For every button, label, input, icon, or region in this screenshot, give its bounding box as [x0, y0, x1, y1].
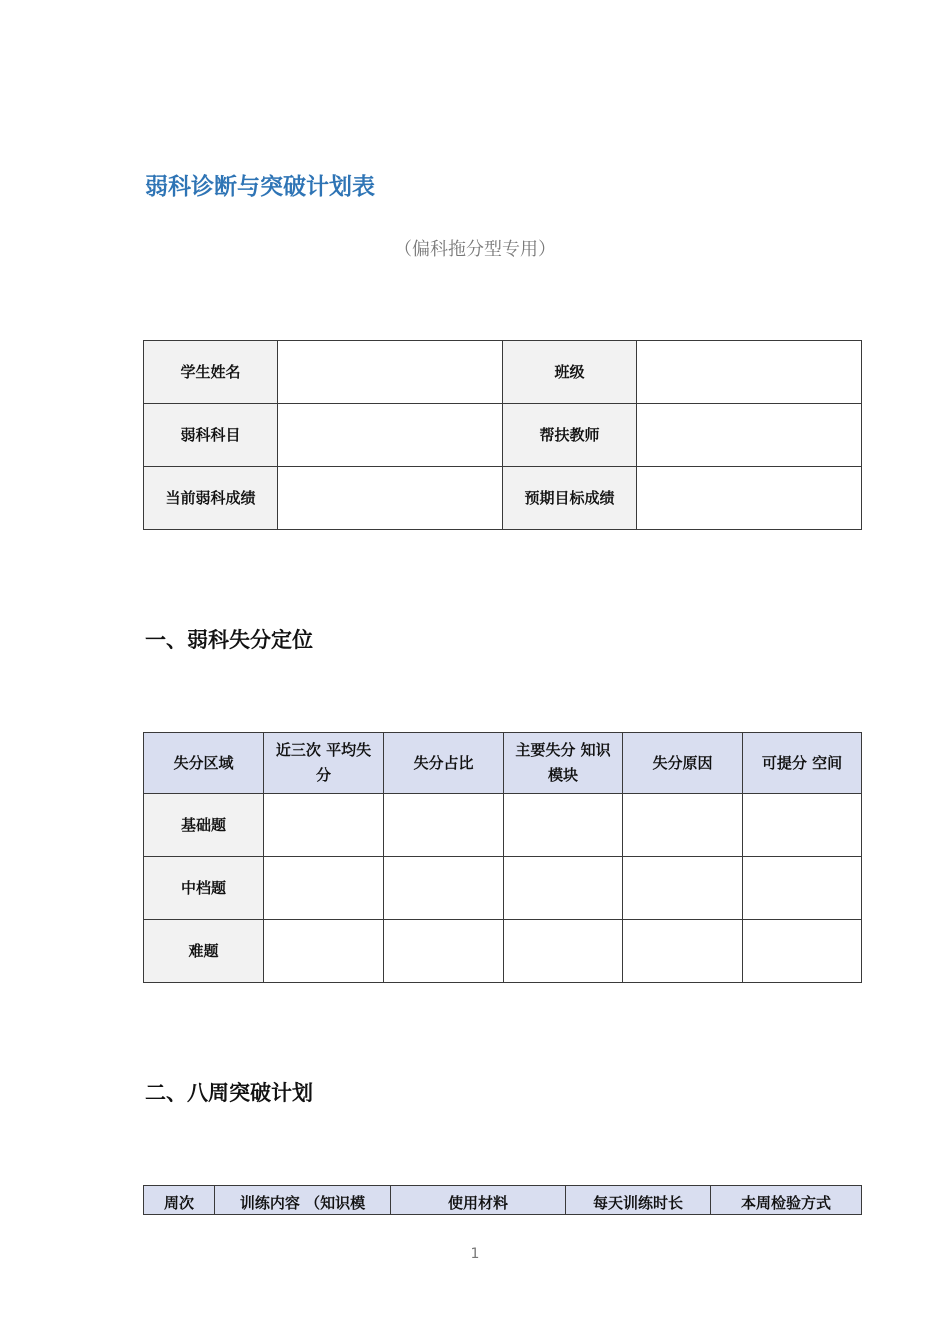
weak-subject-field[interactable]: [278, 404, 503, 467]
document-title: 弱科诊断与突破计划表: [145, 174, 375, 200]
table-row: [144, 857, 862, 920]
row-label: 难题: [144, 920, 264, 983]
table-row: [144, 341, 862, 404]
loss-location-table: [143, 732, 862, 983]
table-cell[interactable]: [264, 857, 384, 920]
table-row: [144, 920, 862, 983]
table-cell[interactable]: [264, 794, 384, 857]
column-header: 主要失分 知识模块: [504, 733, 623, 794]
table-cell[interactable]: [384, 920, 504, 983]
table-header-row: [144, 1186, 862, 1215]
row-label: 中档题: [144, 857, 264, 920]
table-cell[interactable]: [504, 920, 623, 983]
table-cell[interactable]: [743, 857, 862, 920]
eight-week-plan-table: [143, 1185, 862, 1215]
table-cell[interactable]: [384, 857, 504, 920]
section-heading-loss-location: 一、弱科失分定位: [145, 628, 313, 652]
column-header: 失分区域: [144, 733, 264, 794]
column-header: 本周检验方式: [711, 1186, 862, 1215]
column-header: 训练内容 （知识模: [215, 1186, 391, 1215]
class-field[interactable]: [637, 341, 862, 404]
column-header: 可提分 空间: [743, 733, 862, 794]
column-header: 每天训练时长: [566, 1186, 711, 1215]
section-heading-eight-week-plan: 二、八周突破计划: [145, 1081, 313, 1105]
class-label: 班级: [503, 341, 637, 404]
student-name-field[interactable]: [278, 341, 503, 404]
table-cell[interactable]: [504, 794, 623, 857]
table-header-row: [144, 733, 862, 794]
current-score-field[interactable]: [278, 467, 503, 530]
mentor-teacher-label: 帮扶教师: [503, 404, 637, 467]
target-score-label: 预期目标成绩: [503, 467, 637, 530]
table-cell[interactable]: [264, 920, 384, 983]
table-row: [144, 467, 862, 530]
current-score-label: 当前弱科成绩: [144, 467, 278, 530]
table-cell[interactable]: [623, 794, 743, 857]
column-header: 使用材料: [391, 1186, 566, 1215]
table-row: [144, 404, 862, 467]
mentor-teacher-field[interactable]: [637, 404, 862, 467]
column-header: 近三次 平均失分: [264, 733, 384, 794]
weak-subject-label: 弱科科目: [144, 404, 278, 467]
table-cell[interactable]: [384, 794, 504, 857]
column-header: 周次: [144, 1186, 215, 1215]
row-label: 基础题: [144, 794, 264, 857]
table-cell[interactable]: [743, 920, 862, 983]
target-score-field[interactable]: [637, 467, 862, 530]
document-subtitle: （偏科拖分型专用）: [394, 239, 556, 260]
table-cell[interactable]: [623, 857, 743, 920]
student-name-label: 学生姓名: [144, 341, 278, 404]
column-header: 失分占比: [384, 733, 504, 794]
page-number: 1: [470, 1246, 480, 1262]
table-cell[interactable]: [743, 794, 862, 857]
column-header: 失分原因: [623, 733, 743, 794]
table-cell[interactable]: [623, 920, 743, 983]
student-info-table: [143, 340, 862, 530]
table-cell[interactable]: [504, 857, 623, 920]
table-row: [144, 794, 862, 857]
